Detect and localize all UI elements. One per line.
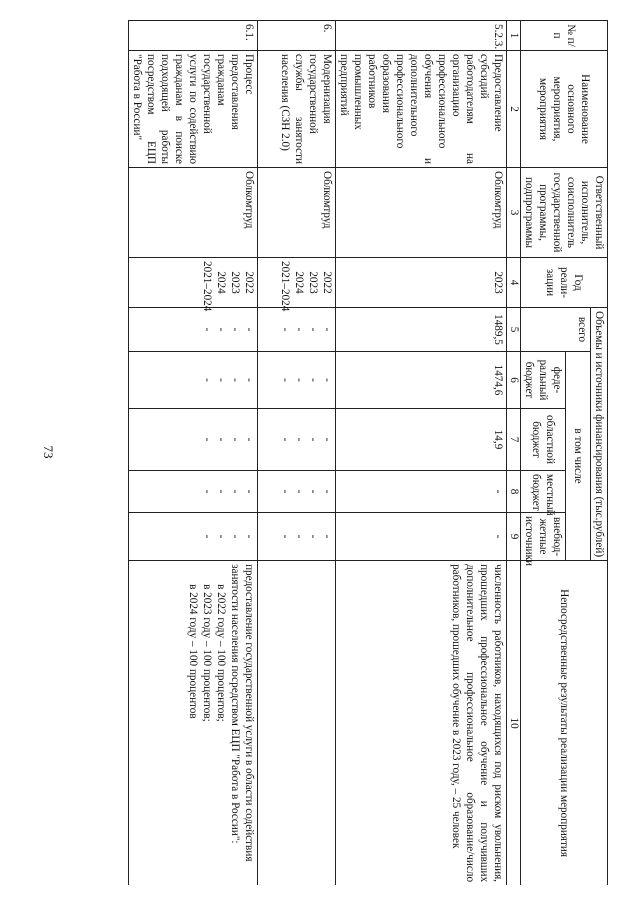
value: - <box>492 534 504 539</box>
value: - <box>293 378 305 382</box>
value: - <box>321 489 333 494</box>
column-number: 1 <box>507 21 521 51</box>
years-cell <box>129 258 258 312</box>
value: - <box>321 327 333 332</box>
result-item: в 2022 году – 100 процентов; <box>215 584 227 722</box>
value: - <box>243 327 255 332</box>
column-number: 3 <box>507 168 521 258</box>
regional-cell <box>129 409 258 471</box>
total-cell <box>336 308 507 352</box>
extra-cell <box>258 513 336 561</box>
column-number: 5 <box>507 308 521 352</box>
total-cell <box>258 308 336 352</box>
table-row <box>129 21 258 886</box>
years-cell <box>336 258 507 308</box>
total-cell <box>129 308 258 352</box>
value: - <box>201 327 213 332</box>
header-results: Непосредственные результаты реализации мероприятия <box>521 561 608 885</box>
value: - <box>215 327 227 332</box>
value: - <box>201 378 213 382</box>
header-total: всего <box>521 308 591 352</box>
federal-cell <box>336 352 507 409</box>
value: 1474,6 <box>492 364 504 396</box>
value: - <box>229 489 241 494</box>
measure-name: Предоставление субсидий работодателям на организацию профессионального обучения и дополнительного профессионального образования работников промышленных предприятий <box>336 51 507 168</box>
header-local: местный бюджет <box>521 471 566 513</box>
result-text: предоставление государственной услуги в области содействия занятости населения посредством ЕЦП "Работа в России": <box>229 564 255 862</box>
regional-cell <box>258 409 336 471</box>
column-number: 7 <box>507 409 521 471</box>
year: 2023 <box>229 271 241 294</box>
column-number: 2 <box>507 51 521 168</box>
extra-cell <box>336 513 507 561</box>
value: - <box>201 534 213 539</box>
value: - <box>215 437 227 442</box>
header-executor: Ответственный исполнитель, соисполнитель государственной программы, подпрограммы <box>521 168 608 258</box>
header-regional: областной бюджет <box>521 409 566 471</box>
table-row <box>258 21 336 886</box>
result-cell <box>129 561 258 885</box>
value: - <box>279 378 291 382</box>
value: 14,9 <box>492 429 504 450</box>
page-number: 73 <box>41 445 56 459</box>
value: - <box>307 437 319 442</box>
header-funding: Объемы и источники финансирования (тыс.рублей) <box>591 308 608 561</box>
value: - <box>307 489 319 494</box>
years-cell <box>258 258 336 312</box>
value: - <box>279 327 291 332</box>
column-number: 8 <box>507 471 521 513</box>
value: - <box>215 378 227 382</box>
result-item: в 2024 году – 100 процентов <box>187 584 199 719</box>
result-item: в 2023 году – 100 процентов; <box>201 584 213 722</box>
measure-name: Процесс предоставления гражданам государственной услуги по содействию гражданам в поиске подходящей работы посредством ЕЦП "Работа в России" <box>129 51 258 168</box>
value: - <box>215 489 227 494</box>
local-cell <box>129 471 258 513</box>
result-text: численность работников, находящихся под риском увольнения, прошедших профессиональное обучение и получивших дополнительное профессиональное образование/число работников, прошедших обучение в 2023 году, – 25 человек <box>336 561 507 885</box>
extra-cell <box>129 513 258 561</box>
year: 2024 <box>293 271 305 294</box>
value: - <box>229 378 241 382</box>
value: - <box>321 378 333 382</box>
row-number: 6. <box>258 21 336 51</box>
value: - <box>279 534 291 539</box>
value: - <box>293 327 305 332</box>
executor: Облкомтруд <box>129 168 258 258</box>
column-numbers-row <box>507 21 521 886</box>
document-page <box>88 20 608 885</box>
value: - <box>229 534 241 539</box>
measure-name: Модернизация государственной службы занятости населения (СЗН 2.0) <box>258 51 336 168</box>
value: - <box>229 327 241 332</box>
year: 2021–2024 <box>279 261 291 312</box>
header-year: Год реали- зации <box>521 258 608 308</box>
value: - <box>243 489 255 494</box>
value: - <box>321 437 333 442</box>
value: - <box>229 437 241 442</box>
local-cell <box>258 471 336 513</box>
federal-cell <box>129 352 258 409</box>
value: - <box>215 534 227 539</box>
value: - <box>293 489 305 494</box>
value: - <box>307 534 319 539</box>
value: - <box>279 489 291 494</box>
value: - <box>307 327 319 332</box>
result-text <box>258 561 336 885</box>
table-row <box>336 21 507 886</box>
header-num: № п/п <box>521 21 608 51</box>
federal-cell <box>258 352 336 409</box>
value: 1489,5 <box>492 314 504 345</box>
value: - <box>279 437 291 442</box>
header-name: Наименование основного мероприятия, мероприятия <box>521 51 608 168</box>
column-number: 4 <box>507 258 521 308</box>
year: 2022 <box>243 271 255 294</box>
header-including: в том числе <box>566 352 591 561</box>
year: 2022 <box>321 271 333 294</box>
column-number: 9 <box>507 513 521 561</box>
value: - <box>307 378 319 382</box>
year: 2024 <box>215 271 227 294</box>
column-number: 10 <box>507 561 521 885</box>
value: - <box>243 378 255 382</box>
value: - <box>243 437 255 442</box>
value: - <box>243 534 255 539</box>
rotated-table-container <box>88 20 608 885</box>
executor: Облкомтруд <box>258 168 336 258</box>
value: - <box>201 489 213 494</box>
header-extrabudget: внебюд- жетные источники <box>521 513 566 561</box>
regional-cell <box>336 409 507 471</box>
local-cell <box>336 471 507 513</box>
year: 2023 <box>492 271 504 294</box>
executor: Облкомтруд <box>336 168 507 258</box>
row-number: 6.1. <box>129 21 258 51</box>
value: - <box>201 437 213 442</box>
value: - <box>492 489 504 494</box>
table-header <box>507 21 608 886</box>
year: 2023 <box>307 271 319 294</box>
value: - <box>293 534 305 539</box>
column-number: 6 <box>507 352 521 409</box>
header-federal: феде- ральный бюджет <box>521 352 566 409</box>
value: - <box>293 437 305 442</box>
row-number: 5.2.3. <box>336 21 507 51</box>
year: 2021–2024 <box>201 261 213 312</box>
value: - <box>321 534 333 539</box>
program-measures-table <box>128 20 608 885</box>
